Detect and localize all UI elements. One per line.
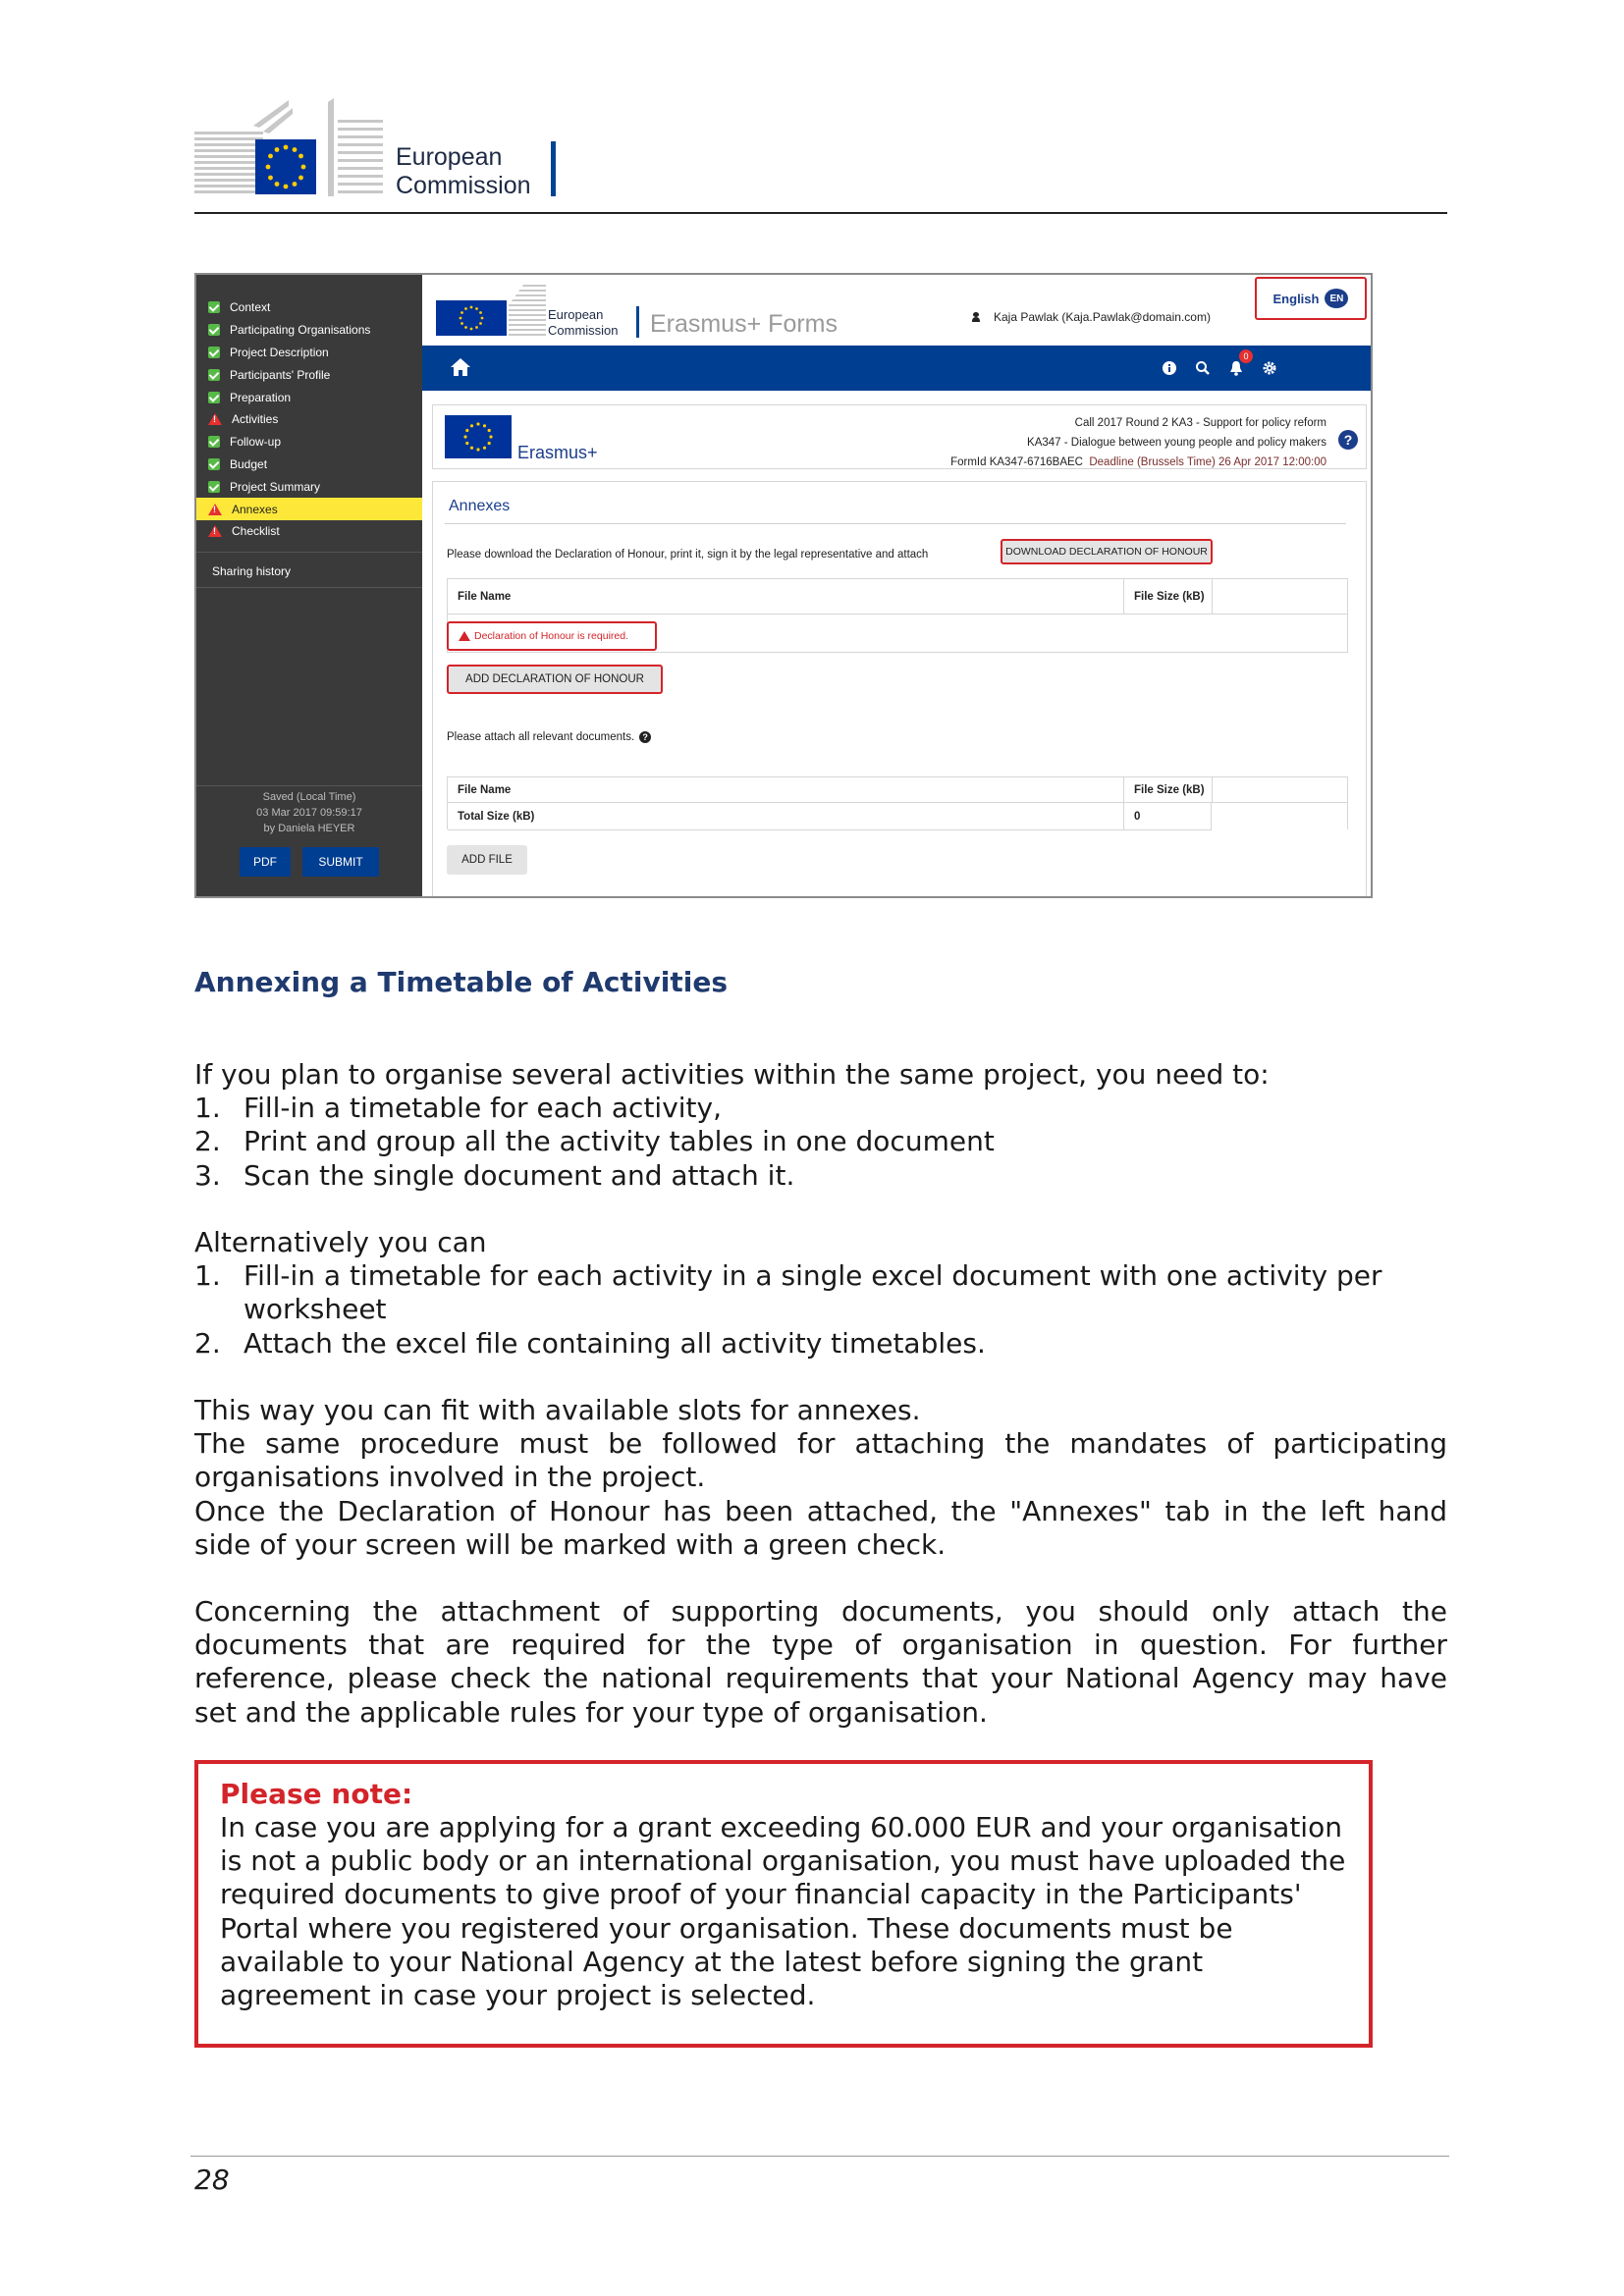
declaration-instruction: Please download the Declaration of Honour, print it, sign it by the legal representative and attach <box>447 549 929 561</box>
app-topbar <box>422 275 1373 346</box>
check-icon <box>208 347 220 358</box>
sidebar-item-participating-organisations[interactable]: Participating Organisations <box>196 319 422 342</box>
user-info[interactable]: Kaja Pawlak (Kaja.Pawlak@domain.com) <box>972 310 1211 324</box>
sidebar-divider <box>196 552 422 553</box>
list-item: 1. Fill-in a timetable for each activity, <box>194 1092 723 1125</box>
sidebar-item-preparation[interactable]: Preparation <box>196 386 422 408</box>
erasmus-brand: Erasmus+ <box>517 443 598 462</box>
table-header-row <box>448 579 1347 614</box>
app-navbar <box>422 346 1373 391</box>
check-icon <box>208 458 220 470</box>
check-icon <box>208 481 220 493</box>
sidebar-item-budget[interactable]: Budget <box>196 454 422 476</box>
logo-accent-bar <box>551 141 556 196</box>
ec-mini-logo-text: European Commission <box>548 307 619 338</box>
annexes-title: Annexes <box>449 498 511 514</box>
paragraph-supporting-documents: Concerning the attachment of supporting documents, you should only attach the documents that are required for the type of organisation in question. For further reference, please check the national requirements that your National Agency may have set and the applicable rules for your type of organisation. <box>194 1595 1447 1729</box>
declaration-error: Declaration of Honour is required. <box>447 621 657 651</box>
paragraph-line: Once the Declaration of Honour has been attached, the "Annexes" tab in the left hand side of your screen will be marked with a green check. <box>194 1494 1447 1561</box>
page-number: 28 <box>194 2163 230 2196</box>
ec-mini-bar <box>636 306 639 338</box>
saved-status: Saved (Local Time) 03 Mar 2017 09:59:17 by Daniela HEYER <box>196 785 422 839</box>
note-title: Please note: <box>220 1778 413 1810</box>
note-text: In case you are applying for a grant exceeding 60.000 EUR and your organisation is not a public body or an international organisation, you must have uploaded the required documents to give proof of your financial capacity in the Participants' Portal where you registered your organisation. These documents must be available to your National Agency at the latest before signing the grant agreement in case your project is selected. <box>220 1811 1346 2012</box>
notification-badge: 0 <box>1239 349 1253 363</box>
help-icon[interactable]: ? <box>1338 430 1358 450</box>
paragraph-slots <box>194 1394 1447 1562</box>
eu-flag-icon <box>436 300 507 336</box>
sidebar-item-checklist[interactable]: ! Checklist <box>196 520 422 543</box>
sidebar-item-follow-up[interactable]: Follow-up <box>196 431 422 454</box>
warning-icon <box>208 525 222 537</box>
col-file-size: File Size (kB) <box>1123 777 1212 802</box>
divider <box>445 523 1346 524</box>
col-file-name: File Name <box>458 590 512 603</box>
list-item: 2. Print and group all the activity tables in one document <box>194 1125 995 1158</box>
check-icon <box>208 436 220 448</box>
paragraph-line: The same procedure must be followed for attaching the mandates of participating organisations involved in the project. <box>194 1427 1447 1494</box>
check-icon <box>208 301 220 313</box>
check-icon <box>208 324 220 336</box>
main-content <box>422 275 1373 898</box>
alternative-intro: Alternatively you can <box>194 1226 487 1258</box>
home-icon[interactable] <box>450 357 471 377</box>
deadline: Deadline (Brussels Time) 26 Apr 2017 12:00:00 <box>1089 456 1326 468</box>
gear-icon[interactable] <box>1261 359 1278 377</box>
steps-list-1 <box>194 1092 1447 1193</box>
table-header-row <box>448 777 1347 803</box>
add-declaration-button[interactable]: ADD DECLARATION OF HONOUR <box>447 665 663 694</box>
total-size-value: 0 <box>1123 803 1212 829</box>
section-title: Annexing a Timetable of Activities <box>194 966 728 998</box>
warning-icon <box>459 631 470 641</box>
intro-text: If you plan to organise several activities within the same project, you need to: <box>194 1058 1270 1091</box>
annexes-panel <box>432 481 1367 898</box>
please-note-box <box>194 1760 1373 2048</box>
submit-button[interactable]: SUBMIT <box>302 847 379 877</box>
steps-list-2 <box>194 1259 1447 1361</box>
sidebar-item-activities[interactable]: ! Activities <box>196 408 422 431</box>
info-icon[interactable] <box>1161 359 1178 377</box>
footer-divider <box>190 2156 1449 2157</box>
eu-flag-icon <box>445 415 512 458</box>
language-label: English <box>1272 291 1320 306</box>
list-item: 3. Scan the single document and attach it. <box>194 1158 795 1192</box>
sidebar-nav <box>196 296 422 543</box>
sidebar-divider <box>196 587 422 588</box>
page-header <box>194 98 1447 214</box>
total-size-label: Total Size (kB) <box>458 810 535 823</box>
col-file-name: File Name <box>458 783 512 796</box>
call-info-card <box>432 404 1367 469</box>
check-icon <box>208 392 220 403</box>
table-total-row <box>448 803 1212 830</box>
list-item: 2. Attach the excel file containing all activity timetables. <box>194 1326 986 1360</box>
sidebar-item-project-description[interactable]: Project Description <box>196 342 422 364</box>
question-icon[interactable]: ? <box>639 731 651 743</box>
sidebar-item-project-summary[interactable]: Project Summary <box>196 475 422 498</box>
pdf-button[interactable]: PDF <box>240 847 291 877</box>
language-selector[interactable] <box>1255 277 1367 320</box>
search-icon[interactable] <box>1194 359 1212 377</box>
check-icon <box>208 369 220 381</box>
sharing-history-link[interactable]: Sharing history <box>212 564 292 578</box>
call-details: Call 2017 Round 2 KA3 - Support for policy reform KA347 - Dialogue between young people and policy makers FormId KA347-6716BAEC Deadline (Brussels Time) 26 Apr 2017 12:00:00 <box>950 417 1326 468</box>
steps-block <box>194 1058 1447 1193</box>
ec-lines-icon <box>509 285 546 336</box>
user-icon <box>972 312 980 322</box>
documents-table <box>447 776 1348 829</box>
warning-icon <box>208 413 222 425</box>
add-file-button[interactable]: ADD FILE <box>447 845 527 875</box>
sidebar-item-participants-profile[interactable]: Participants' Profile <box>196 363 422 386</box>
alternative-block <box>194 1226 1447 1361</box>
sidebar-item-context[interactable]: Context <box>196 296 422 319</box>
language-code-icon: EN <box>1325 289 1348 308</box>
paragraph-line: This way you can fit with available slots for annexes. <box>194 1394 921 1426</box>
warning-icon <box>208 504 222 515</box>
logo-text: European Commission <box>396 143 531 199</box>
app-title: Erasmus+ Forms <box>650 310 839 338</box>
screenshot-erasmus-forms <box>194 273 1373 898</box>
list-item: 1. Fill-in a timetable for each activity in a single excel document with one activity per worksheet <box>194 1259 1382 1326</box>
sidebar-item-annexes[interactable]: ! Annexes <box>196 498 422 520</box>
sidebar <box>196 275 422 898</box>
download-declaration-button[interactable]: DOWNLOAD DECLARATION OF HONOUR <box>1001 539 1213 564</box>
col-file-size: File Size (kB) <box>1123 579 1212 614</box>
attach-instruction: Please attach all relevant documents. ? <box>447 731 651 743</box>
